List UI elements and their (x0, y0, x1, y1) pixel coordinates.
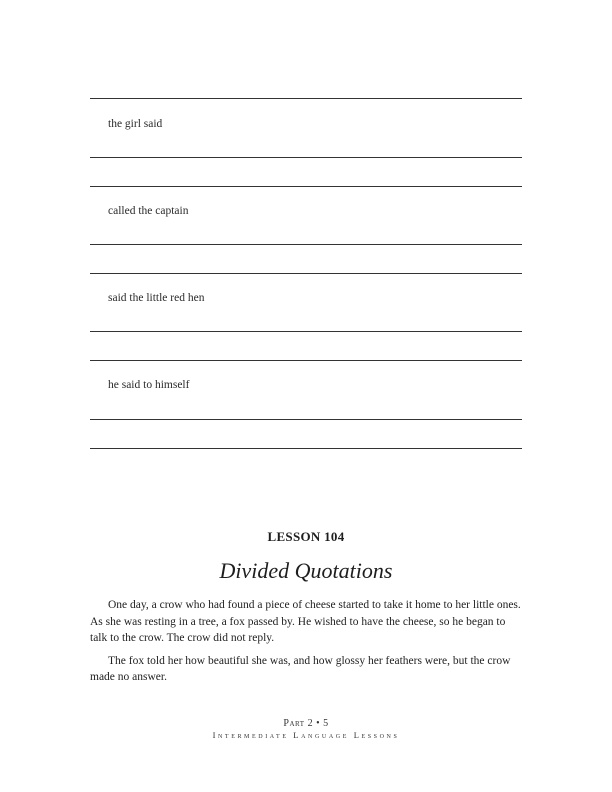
writing-line (90, 244, 522, 245)
writing-line (90, 448, 522, 449)
lesson-body (90, 597, 522, 692)
writing-line (90, 331, 522, 332)
quotation-prompt: the girl said (108, 118, 163, 130)
page-number: Part 2 • 5 (283, 718, 329, 729)
writing-line (90, 419, 522, 420)
page-footer (0, 718, 612, 740)
writing-line (90, 360, 522, 361)
lesson-number: LESSON 104 (267, 529, 345, 544)
quotation-prompt: said the little red hen (108, 292, 205, 304)
quotation-prompt: called the captain (108, 205, 189, 217)
paragraph: The fox told her how beautiful she was, and how glossy her feathers were, but the crow made no answer. (90, 654, 511, 683)
writing-line (90, 157, 522, 158)
paragraph: One day, a crow who had found a piece of cheese started to take it home to her little ones. As she was resting in a tree, a fox passed by. He wished to have the cheese, so he began to talk to the crow. The crow did not reply. (90, 599, 521, 644)
lesson-title: Divided Quotations (219, 558, 393, 583)
writing-line (90, 186, 522, 187)
writing-line (90, 98, 522, 99)
book-title: Intermediate Language Lessons (212, 730, 400, 740)
quotation-prompt: he said to himself (108, 379, 190, 391)
writing-line (90, 273, 522, 274)
